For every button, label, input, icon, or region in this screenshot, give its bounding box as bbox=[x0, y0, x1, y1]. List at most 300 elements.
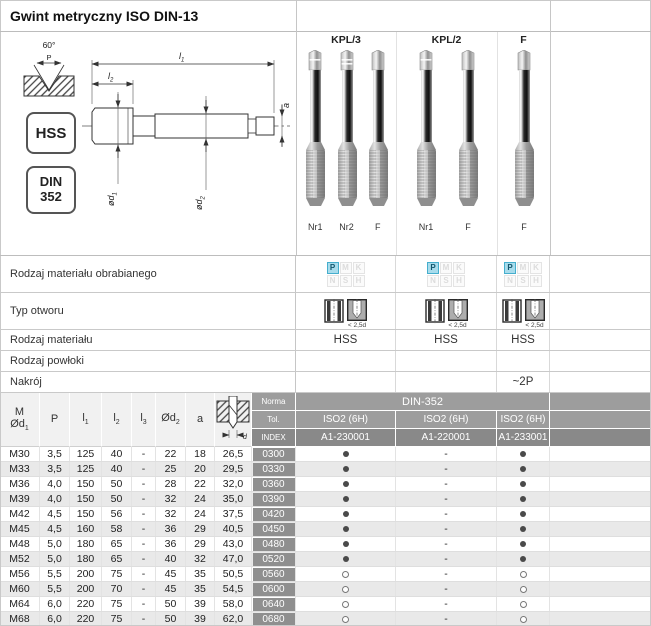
cell-l3: - bbox=[132, 462, 156, 476]
cell-d2: 36 bbox=[156, 537, 186, 551]
cell-index-code bbox=[252, 477, 296, 491]
table-row bbox=[0, 462, 651, 477]
cell-pitch: 5,5 bbox=[40, 582, 70, 596]
cell-f-availability bbox=[497, 582, 550, 596]
cell-a: 32 bbox=[186, 552, 215, 566]
cell-l3: - bbox=[132, 552, 156, 566]
norma-value: DIN-352 bbox=[296, 393, 550, 411]
cell-l1: 220 bbox=[70, 597, 102, 611]
cell-kpl3-availability bbox=[296, 537, 396, 551]
material-badge: M bbox=[340, 262, 352, 274]
cell-kpl2-availability: - bbox=[396, 522, 497, 536]
table-row bbox=[0, 522, 651, 537]
cell-kpl2-availability: - bbox=[396, 447, 497, 461]
din-352-badge bbox=[26, 166, 76, 214]
col-header-pitch: P bbox=[40, 393, 70, 447]
cell-a: 24 bbox=[186, 492, 215, 506]
tool-material-value: HSS bbox=[296, 330, 396, 350]
cell-core-hole: 43,0 bbox=[215, 537, 252, 551]
available-dot bbox=[343, 511, 349, 517]
available-dot bbox=[343, 481, 349, 487]
thread-profile-icon bbox=[20, 38, 78, 98]
cell-thread-size: M52 bbox=[0, 552, 40, 566]
cell-core-hole: 32,0 bbox=[215, 477, 252, 491]
tool-material-value: HSS bbox=[396, 330, 497, 350]
cell-l3: - bbox=[132, 567, 156, 581]
core-drill-icon bbox=[216, 396, 250, 443]
available-dot bbox=[520, 541, 526, 547]
cell-kpl2-availability: - bbox=[396, 507, 497, 521]
chamfer-value: ~2P bbox=[497, 372, 550, 392]
tap-label: Nr1 bbox=[418, 222, 434, 232]
cell-l2: 65 bbox=[102, 552, 132, 566]
cell-empty bbox=[550, 492, 651, 506]
cell-kpl2-availability: - bbox=[396, 582, 497, 596]
material-badge: M bbox=[440, 262, 452, 274]
index-code-f: A1-233001 bbox=[497, 429, 550, 447]
cell-kpl2-availability: - bbox=[396, 597, 497, 611]
tap-image bbox=[365, 50, 391, 213]
cell-index-code bbox=[252, 507, 296, 521]
cell-index-code bbox=[252, 597, 296, 611]
hole-type-cell bbox=[396, 293, 497, 329]
cell-kpl3-availability bbox=[296, 492, 396, 506]
cell-l2: 75 bbox=[102, 597, 132, 611]
index-chip: 0600 bbox=[253, 583, 295, 596]
cell-kpl2-availability: - bbox=[396, 612, 497, 626]
cell-l2: 65 bbox=[102, 537, 132, 551]
cell-pitch: 3,5 bbox=[40, 447, 70, 461]
cell-pitch: 3,5 bbox=[40, 462, 70, 476]
cell-l2: 75 bbox=[102, 567, 132, 581]
cell-f-availability bbox=[497, 552, 550, 566]
on-request-dot bbox=[342, 616, 349, 623]
cell-thread-size: M48 bbox=[0, 537, 40, 551]
cell-kpl2-availability: - bbox=[396, 492, 497, 506]
table-row bbox=[0, 537, 651, 552]
index-chip: 0450 bbox=[253, 523, 295, 536]
cell-index-code bbox=[252, 447, 296, 461]
table-body bbox=[0, 447, 651, 626]
table-row bbox=[0, 477, 651, 492]
available-dot bbox=[343, 541, 349, 547]
index-chip: 0330 bbox=[253, 463, 295, 476]
page-title: Gwint metryczny ISO DIN-13 bbox=[10, 7, 199, 24]
workpiece-material-cell bbox=[296, 256, 396, 292]
material-badge: H bbox=[353, 275, 365, 287]
workpiece-material-cell bbox=[396, 256, 497, 292]
tap-label: Nr2 bbox=[339, 222, 354, 232]
col-header-a: a bbox=[186, 393, 215, 447]
empty-cell bbox=[550, 351, 651, 371]
svg-text:ød2: $ød_2$ bbox=[194, 196, 207, 210]
cell-l1: 200 bbox=[70, 567, 102, 581]
cell-thread-size: M42 bbox=[0, 507, 40, 521]
col-header-l2: $l_2$ bbox=[102, 393, 132, 447]
material-badge-grid bbox=[504, 262, 542, 287]
table-row bbox=[0, 612, 651, 626]
material-badge: K bbox=[453, 262, 465, 274]
on-request-dot bbox=[520, 616, 527, 623]
col-header-l1: $l_1$ bbox=[70, 393, 102, 447]
chamfer-value bbox=[296, 372, 396, 392]
available-dot bbox=[343, 496, 349, 502]
cell-l1: 180 bbox=[70, 552, 102, 566]
svg-text:ød1: $ød_1$ bbox=[106, 192, 119, 206]
tap-technical-drawing bbox=[78, 34, 293, 212]
empty-cell bbox=[550, 330, 651, 350]
cell-empty bbox=[550, 582, 651, 596]
cell-thread-size: M39 bbox=[0, 492, 40, 506]
top-section bbox=[0, 0, 651, 256]
cell-empty bbox=[550, 597, 651, 611]
table-row bbox=[0, 567, 651, 582]
cell-l3: - bbox=[132, 597, 156, 611]
table-row bbox=[0, 597, 651, 612]
available-dot bbox=[343, 556, 349, 562]
material-badge: K bbox=[530, 262, 542, 274]
cell-f-availability bbox=[497, 612, 550, 626]
col-header-core-drill bbox=[215, 393, 252, 447]
cell-d2: 45 bbox=[156, 567, 186, 581]
cell-l1: 200 bbox=[70, 582, 102, 596]
available-dot bbox=[520, 556, 526, 562]
cell-thread-size: M68 bbox=[0, 612, 40, 626]
cell-core-hole: 40,5 bbox=[215, 522, 252, 536]
cell-d2: 45 bbox=[156, 582, 186, 596]
cell-empty bbox=[550, 507, 651, 521]
cell-empty bbox=[550, 567, 651, 581]
index-chip: 0300 bbox=[253, 448, 295, 461]
hole-type-icons bbox=[324, 294, 367, 329]
cell-a: 29 bbox=[186, 537, 215, 551]
tap-set bbox=[397, 50, 497, 232]
through-hole-icon bbox=[502, 299, 522, 324]
material-badge: M bbox=[517, 262, 529, 274]
index-chip: 0680 bbox=[253, 613, 295, 626]
column-header-f: F bbox=[520, 33, 527, 46]
hss-badge: HSS bbox=[26, 112, 76, 154]
available-dot bbox=[343, 526, 349, 532]
cell-l2: 40 bbox=[102, 447, 132, 461]
on-request-dot bbox=[520, 586, 527, 593]
chamfer-value bbox=[396, 372, 497, 392]
on-request-dot bbox=[342, 571, 349, 578]
cell-thread-size: M56 bbox=[0, 567, 40, 581]
tap-image bbox=[413, 50, 439, 213]
available-dot bbox=[520, 526, 526, 532]
cell-l1: 150 bbox=[70, 507, 102, 521]
material-badge-grid bbox=[327, 262, 365, 287]
cell-d2: 32 bbox=[156, 507, 186, 521]
coating-value bbox=[296, 351, 396, 371]
available-dot bbox=[343, 451, 349, 457]
cell-kpl3-availability bbox=[296, 447, 396, 461]
cell-kpl3-availability bbox=[296, 612, 396, 626]
cell-l3: - bbox=[132, 447, 156, 461]
coating-label: Rodzaj powłoki bbox=[0, 351, 296, 371]
through-hole-icon bbox=[324, 299, 344, 324]
cell-a: 18 bbox=[186, 447, 215, 461]
tap-image bbox=[455, 50, 481, 213]
blind-hole-icon bbox=[525, 299, 545, 321]
available-dot bbox=[520, 511, 526, 517]
tap-label: F bbox=[465, 222, 471, 232]
tap-label: Nr1 bbox=[307, 222, 323, 232]
cell-kpl2-availability: - bbox=[396, 462, 497, 476]
empty-header-cell bbox=[550, 393, 651, 411]
workpiece-material-row bbox=[0, 256, 651, 293]
index-label: INDEX bbox=[252, 429, 296, 447]
din-line2: 352 bbox=[40, 189, 62, 204]
norma-label: Norma bbox=[252, 393, 296, 411]
cell-f-availability bbox=[497, 597, 550, 611]
din-line1: DIN bbox=[39, 174, 63, 190]
svg-text:60°: 60° bbox=[42, 40, 56, 50]
cell-pitch: 6,0 bbox=[40, 612, 70, 626]
material-badge: K bbox=[353, 262, 365, 274]
cell-pitch: 5,0 bbox=[40, 552, 70, 566]
material-badge: N bbox=[327, 275, 339, 287]
cell-d2: 50 bbox=[156, 597, 186, 611]
cell-a: 35 bbox=[186, 582, 215, 596]
coating-row bbox=[0, 351, 651, 372]
tolerance-kpl2: ISO2 (6H) bbox=[396, 411, 497, 429]
empty-cell bbox=[550, 372, 651, 392]
coating-value bbox=[497, 351, 550, 371]
on-request-dot bbox=[520, 571, 527, 578]
cell-f-availability bbox=[497, 447, 550, 461]
index-chip: 0420 bbox=[253, 508, 295, 521]
table-row bbox=[0, 492, 651, 507]
cell-thread-size: M60 bbox=[0, 582, 40, 596]
cell-l1: 160 bbox=[70, 522, 102, 536]
index-code-kpl3: A1-230001 bbox=[296, 429, 396, 447]
index-chip: 0480 bbox=[253, 538, 295, 551]
cell-a: 39 bbox=[186, 597, 215, 611]
svg-text:l2: $l_2$ bbox=[108, 71, 114, 84]
index-code-kpl2: A1-220001 bbox=[396, 429, 497, 447]
workpiece-material-cell bbox=[497, 256, 550, 292]
index-header-group bbox=[252, 393, 296, 447]
cell-f-availability bbox=[497, 492, 550, 506]
cell-l3: - bbox=[132, 582, 156, 596]
available-dot bbox=[520, 451, 526, 457]
col-header-thread-size: M $Ød_1$ bbox=[0, 393, 40, 447]
cell-kpl3-availability bbox=[296, 507, 396, 521]
tap-set bbox=[297, 50, 396, 232]
material-badge: S bbox=[340, 275, 352, 287]
index-chip: 0390 bbox=[253, 493, 295, 506]
cell-kpl3-availability bbox=[296, 477, 396, 491]
cell-d2: 22 bbox=[156, 447, 186, 461]
cell-pitch: 5,0 bbox=[40, 537, 70, 551]
cell-a: 39 bbox=[186, 612, 215, 626]
cell-kpl3-availability bbox=[296, 582, 396, 596]
cell-thread-size: M45 bbox=[0, 522, 40, 536]
cell-core-hole: 29,5 bbox=[215, 462, 252, 476]
hole-type-cell bbox=[497, 293, 550, 329]
chamfer-row bbox=[0, 372, 651, 393]
cell-kpl3-availability bbox=[296, 462, 396, 476]
tap-image bbox=[302, 50, 328, 213]
through-hole-icon bbox=[425, 299, 445, 324]
cell-index-code bbox=[252, 537, 296, 551]
tool-material-label: Rodzaj materiału bbox=[0, 330, 296, 350]
cell-l2: 40 bbox=[102, 462, 132, 476]
cell-l1: 220 bbox=[70, 612, 102, 626]
cell-l1: 150 bbox=[70, 492, 102, 506]
column-header-kpl3: KPL/3 bbox=[331, 33, 361, 46]
cell-core-hole: 62,0 bbox=[215, 612, 252, 626]
material-badge: P bbox=[427, 262, 439, 274]
cell-index-code bbox=[252, 492, 296, 506]
cell-index-code bbox=[252, 552, 296, 566]
cell-kpl2-availability: - bbox=[396, 567, 497, 581]
tol-label: Tol. bbox=[252, 411, 296, 429]
cell-l3: - bbox=[132, 612, 156, 626]
cell-l1: 125 bbox=[70, 462, 102, 476]
cell-kpl2-availability: - bbox=[396, 477, 497, 491]
tap-label: F bbox=[521, 222, 527, 232]
blind-hole-icon bbox=[448, 299, 468, 321]
tap-set bbox=[498, 50, 550, 232]
cell-l3: - bbox=[132, 522, 156, 536]
tap-label: F bbox=[375, 222, 381, 232]
hole-size-note: < 2,5d bbox=[448, 321, 467, 329]
cell-kpl2-availability: - bbox=[396, 537, 497, 551]
svg-text:a: a bbox=[281, 102, 291, 108]
cell-core-hole: 37,5 bbox=[215, 507, 252, 521]
cell-l2: 70 bbox=[102, 582, 132, 596]
hole-type-cell bbox=[296, 293, 396, 329]
cell-core-hole: 35,0 bbox=[215, 492, 252, 506]
svg-text:d: d bbox=[243, 434, 247, 441]
cell-empty bbox=[550, 462, 651, 476]
empty-cell bbox=[550, 293, 651, 329]
col-header-l3: $l_3$ bbox=[132, 393, 156, 447]
cell-empty bbox=[550, 522, 651, 536]
empty-cell bbox=[550, 256, 651, 292]
empty-header-cell bbox=[550, 411, 651, 429]
available-dot bbox=[520, 496, 526, 502]
cell-d2: 32 bbox=[156, 492, 186, 506]
cell-kpl3-availability bbox=[296, 567, 396, 581]
cell-thread-size: M30 bbox=[0, 447, 40, 461]
blind-hole-icon bbox=[347, 299, 367, 321]
hole-type-icons bbox=[425, 294, 468, 329]
cell-l2: 50 bbox=[102, 477, 132, 491]
material-badge: H bbox=[530, 275, 542, 287]
col-header-d2: $Ød_2$ bbox=[156, 393, 186, 447]
cell-l3: - bbox=[132, 537, 156, 551]
cell-index-code bbox=[252, 462, 296, 476]
cell-core-hole: 50,5 bbox=[215, 567, 252, 581]
cell-empty bbox=[550, 612, 651, 626]
cell-d2: 36 bbox=[156, 522, 186, 536]
cell-a: 22 bbox=[186, 477, 215, 491]
cell-index-code bbox=[252, 522, 296, 536]
index-chip: 0360 bbox=[253, 478, 295, 491]
cell-pitch: 4,0 bbox=[40, 477, 70, 491]
cell-core-hole: 58,0 bbox=[215, 597, 252, 611]
cell-d2: 50 bbox=[156, 612, 186, 626]
cell-index-code bbox=[252, 567, 296, 581]
on-request-dot bbox=[342, 586, 349, 593]
material-badge: S bbox=[517, 275, 529, 287]
cell-core-hole: 54,5 bbox=[215, 582, 252, 596]
cell-a: 24 bbox=[186, 507, 215, 521]
hole-type-icons bbox=[502, 294, 545, 329]
cell-l3: - bbox=[132, 507, 156, 521]
tap-image bbox=[511, 50, 537, 213]
hole-type-label: Typ otworu bbox=[0, 293, 296, 329]
svg-text:l1: $l_1$ bbox=[179, 51, 185, 64]
material-badge: N bbox=[427, 275, 439, 287]
cell-pitch: 5,5 bbox=[40, 567, 70, 581]
cell-index-code bbox=[252, 612, 296, 626]
table-row bbox=[0, 447, 651, 462]
index-chip: 0520 bbox=[253, 553, 295, 566]
column-header-kpl2: KPL/2 bbox=[431, 33, 462, 46]
norma-header-block bbox=[296, 393, 651, 447]
cell-core-hole: 47,0 bbox=[215, 552, 252, 566]
cell-f-availability bbox=[497, 477, 550, 491]
cell-d2: 25 bbox=[156, 462, 186, 476]
cell-f-availability bbox=[497, 507, 550, 521]
material-badge: H bbox=[453, 275, 465, 287]
hole-type-row bbox=[0, 293, 651, 330]
cell-pitch: 4,5 bbox=[40, 507, 70, 521]
available-dot bbox=[520, 481, 526, 487]
cell-l1: 180 bbox=[70, 537, 102, 551]
material-badge: S bbox=[440, 275, 452, 287]
cell-kpl3-availability bbox=[296, 552, 396, 566]
cell-kpl2-availability: - bbox=[396, 552, 497, 566]
cell-empty bbox=[550, 477, 651, 491]
workpiece-material-label: Rodzaj materiału obrabianego bbox=[0, 256, 296, 292]
cell-thread-size: M33 bbox=[0, 462, 40, 476]
hole-size-note: < 2,5d bbox=[525, 321, 544, 329]
hole-size-note: < 2,5d bbox=[347, 321, 367, 329]
cell-a: 29 bbox=[186, 522, 215, 536]
cell-pitch: 4,5 bbox=[40, 522, 70, 536]
cell-empty bbox=[550, 552, 651, 566]
coating-value bbox=[396, 351, 497, 371]
cell-d2: 28 bbox=[156, 477, 186, 491]
cell-l2: 56 bbox=[102, 507, 132, 521]
cell-f-availability bbox=[497, 567, 550, 581]
index-chip: 0560 bbox=[253, 568, 295, 581]
tool-material-row bbox=[0, 330, 651, 351]
tolerance-f: ISO2 (6H) bbox=[497, 411, 550, 429]
cell-l2: 75 bbox=[102, 612, 132, 626]
material-badge-grid bbox=[427, 262, 465, 287]
product-column-headers bbox=[296, 32, 550, 47]
material-badge: P bbox=[504, 262, 516, 274]
cell-pitch: 4,0 bbox=[40, 492, 70, 506]
cell-empty bbox=[550, 537, 651, 551]
cell-thread-size: M36 bbox=[0, 477, 40, 491]
on-request-dot bbox=[520, 601, 527, 608]
table-row bbox=[0, 582, 651, 597]
material-badge: P bbox=[327, 262, 339, 274]
cell-l1: 125 bbox=[70, 447, 102, 461]
cell-core-hole: 26,5 bbox=[215, 447, 252, 461]
cell-f-availability bbox=[497, 462, 550, 476]
cell-l1: 150 bbox=[70, 477, 102, 491]
cell-index-code bbox=[252, 582, 296, 596]
